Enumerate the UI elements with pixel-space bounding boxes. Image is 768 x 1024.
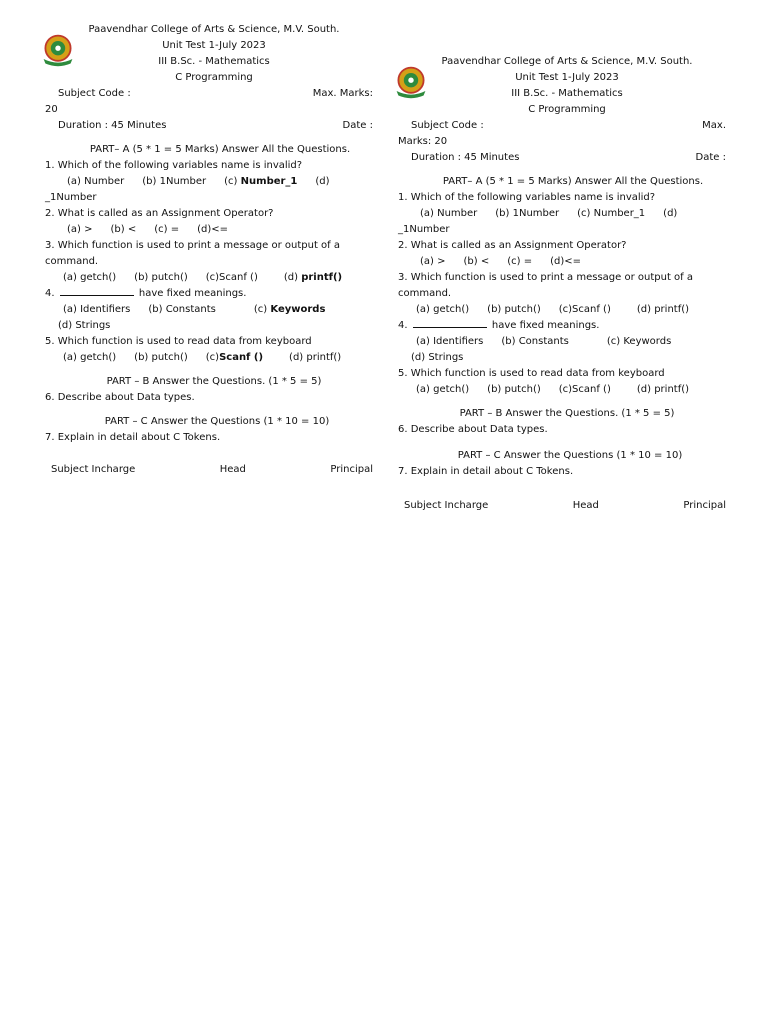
part-b-title: PART – B Answer the Questions. (1 * 5 = 5)	[106, 376, 322, 387]
option-d-continuation: _1Number	[45, 192, 97, 203]
option-d: (d) printf()	[636, 304, 690, 315]
duration-row	[45, 118, 373, 134]
option-c: (c)Scanf ()	[205, 352, 264, 363]
option-d: (d) printf()	[283, 272, 343, 283]
question-1-options	[45, 174, 373, 190]
question-7: 7. Explain in detail about C Tokens.	[45, 432, 221, 443]
max-marks-label: Max. Marks:	[312, 88, 373, 99]
duration-row	[398, 150, 726, 166]
fill-blank-line	[60, 286, 134, 296]
option-d: (d) printf()	[636, 384, 690, 395]
question-4-options	[398, 334, 726, 350]
question-1-options	[398, 206, 726, 222]
option-b: (b) putch()	[487, 384, 541, 395]
signature-head: Head	[219, 464, 246, 475]
subject-name: C Programming	[175, 72, 253, 83]
fill-blank-line	[413, 318, 487, 328]
question-2-options	[398, 254, 726, 270]
option-c: (c) Number_1	[224, 176, 298, 187]
option-c: (c) =	[507, 256, 533, 267]
option-b: (b) 1Number	[495, 208, 560, 219]
part-a-title: PART– A (5 * 1 = 5 Marks) Answer All the Questions.	[89, 144, 351, 155]
option-d: (d) printf()	[289, 352, 342, 363]
option-a: (a) Number	[67, 176, 125, 187]
question-paper-answer-key	[45, 22, 373, 478]
question-3-options	[45, 270, 373, 286]
question-2: 2. What is called as an Assignment Operator?	[398, 240, 627, 251]
subject-code-label: Subject Code :	[411, 120, 484, 131]
answer-highlight: printf()	[301, 272, 343, 283]
option-b: (b) <	[110, 224, 137, 235]
paper-header	[398, 54, 726, 118]
question-2-options	[45, 222, 373, 238]
question-3-continuation: command.	[398, 288, 452, 299]
question-3-options	[398, 302, 726, 318]
question-6: 6. Describe about Data types.	[398, 424, 548, 435]
subject-name: C Programming	[528, 104, 606, 115]
question-3-continuation: command.	[45, 256, 99, 267]
max-marks-value: 20	[45, 104, 58, 115]
signature-principal: Principal	[330, 464, 373, 475]
course-name: III B.Sc. - Mathematics	[158, 56, 270, 67]
question-7: 7. Explain in detail about C Tokens.	[398, 466, 574, 477]
max-marks-label: Max.	[702, 120, 726, 131]
option-c: (c) Number_1	[577, 208, 646, 219]
option-a: (a) Number	[420, 208, 478, 219]
question-5: 5. Which function is used to read data from keyboard	[398, 368, 665, 379]
option-d: (d)	[315, 176, 330, 187]
test-name: Unit Test 1-July 2023	[515, 72, 619, 83]
option-d: (d) Strings	[58, 320, 111, 331]
question-4-options	[45, 302, 373, 318]
subject-code-label: Subject Code :	[58, 88, 131, 99]
college-logo-icon	[40, 32, 76, 68]
option-d-continuation: _1Number	[398, 224, 450, 235]
option-b: (b) putch()	[134, 272, 188, 283]
option-c: (c) Keywords	[606, 336, 672, 347]
question-5-options	[398, 382, 726, 398]
question-1: 1. Which of the following variables name is invalid?	[398, 192, 656, 203]
question-paper	[398, 54, 726, 514]
date-label: Date :	[695, 152, 726, 163]
subject-code-row	[45, 86, 373, 102]
test-name: Unit Test 1-July 2023	[162, 40, 266, 51]
option-a: (a) getch()	[416, 304, 470, 315]
max-marks-value: Marks: 20	[398, 136, 448, 147]
college-name: Paavendhar College of Arts & Science, M.V. South.	[88, 24, 340, 35]
question-3: 3. Which function is used to print a message or output of a	[398, 272, 693, 283]
option-c: (c)Scanf ()	[558, 384, 611, 395]
part-b-title: PART – B Answer the Questions. (1 * 5 = 5)	[459, 408, 675, 419]
option-a: (a) >	[420, 256, 446, 267]
option-b: (b) Constants	[501, 336, 569, 347]
question-3: 3. Which function is used to print a message or output of a	[45, 240, 340, 251]
part-a-title: PART– A (5 * 1 = 5 Marks) Answer All the Questions.	[442, 176, 704, 187]
option-a: (a) >	[67, 224, 93, 235]
option-c: (c)Scanf ()	[558, 304, 611, 315]
college-logo-icon	[393, 64, 429, 100]
option-c: (c)Scanf ()	[205, 272, 258, 283]
option-b: (b) Constants	[148, 304, 216, 315]
duration-label: Duration : 45 Minutes	[58, 120, 167, 131]
signature-principal: Principal	[683, 500, 726, 511]
subject-code-row	[398, 118, 726, 134]
question-5-options	[45, 350, 373, 366]
option-b: (b) putch()	[134, 352, 188, 363]
question-6: 6. Describe about Data types.	[45, 392, 195, 403]
question-4: 4. have fixed meanings.	[398, 320, 600, 331]
option-a: (a) getch()	[63, 352, 117, 363]
question-5: 5. Which function is used to read data from keyboard	[45, 336, 312, 347]
course-name: III B.Sc. - Mathematics	[511, 88, 623, 99]
paper-header	[45, 22, 373, 86]
question-2: 2. What is called as an Assignment Operator?	[45, 208, 274, 219]
part-c-title: PART – C Answer the Questions (1 * 10 = 10)	[104, 416, 330, 427]
option-a: (a) Identifiers	[416, 336, 484, 347]
answer-highlight: Scanf ()	[219, 352, 264, 363]
option-c: (c) Keywords	[253, 304, 326, 315]
question-1: 1. Which of the following variables name is invalid?	[45, 160, 303, 171]
answer-highlight: Keywords	[270, 304, 326, 315]
option-d: (d)<=	[550, 256, 581, 267]
option-b: (b) <	[463, 256, 490, 267]
signature-incharge: Subject Incharge	[51, 464, 136, 475]
option-d: (d)<=	[197, 224, 228, 235]
option-b: (b) 1Number	[142, 176, 207, 187]
option-c: (c) =	[154, 224, 180, 235]
signature-head: Head	[572, 500, 599, 511]
question-4: 4. have fixed meanings.	[45, 288, 247, 299]
date-label: Date :	[342, 120, 373, 131]
option-a: (a) getch()	[416, 384, 470, 395]
signature-row	[398, 498, 726, 514]
college-name: Paavendhar College of Arts & Science, M.V. South.	[441, 56, 693, 67]
option-d: (d) Strings	[411, 352, 464, 363]
part-c-title: PART – C Answer the Questions (1 * 10 = 10)	[457, 450, 683, 461]
signature-row	[45, 462, 373, 478]
option-b: (b) putch()	[487, 304, 541, 315]
duration-label: Duration : 45 Minutes	[411, 152, 520, 163]
option-a: (a) getch()	[63, 272, 117, 283]
signature-incharge: Subject Incharge	[404, 500, 489, 511]
option-d: (d)	[663, 208, 678, 219]
answer-highlight: Number_1	[240, 176, 298, 187]
option-a: (a) Identifiers	[63, 304, 131, 315]
